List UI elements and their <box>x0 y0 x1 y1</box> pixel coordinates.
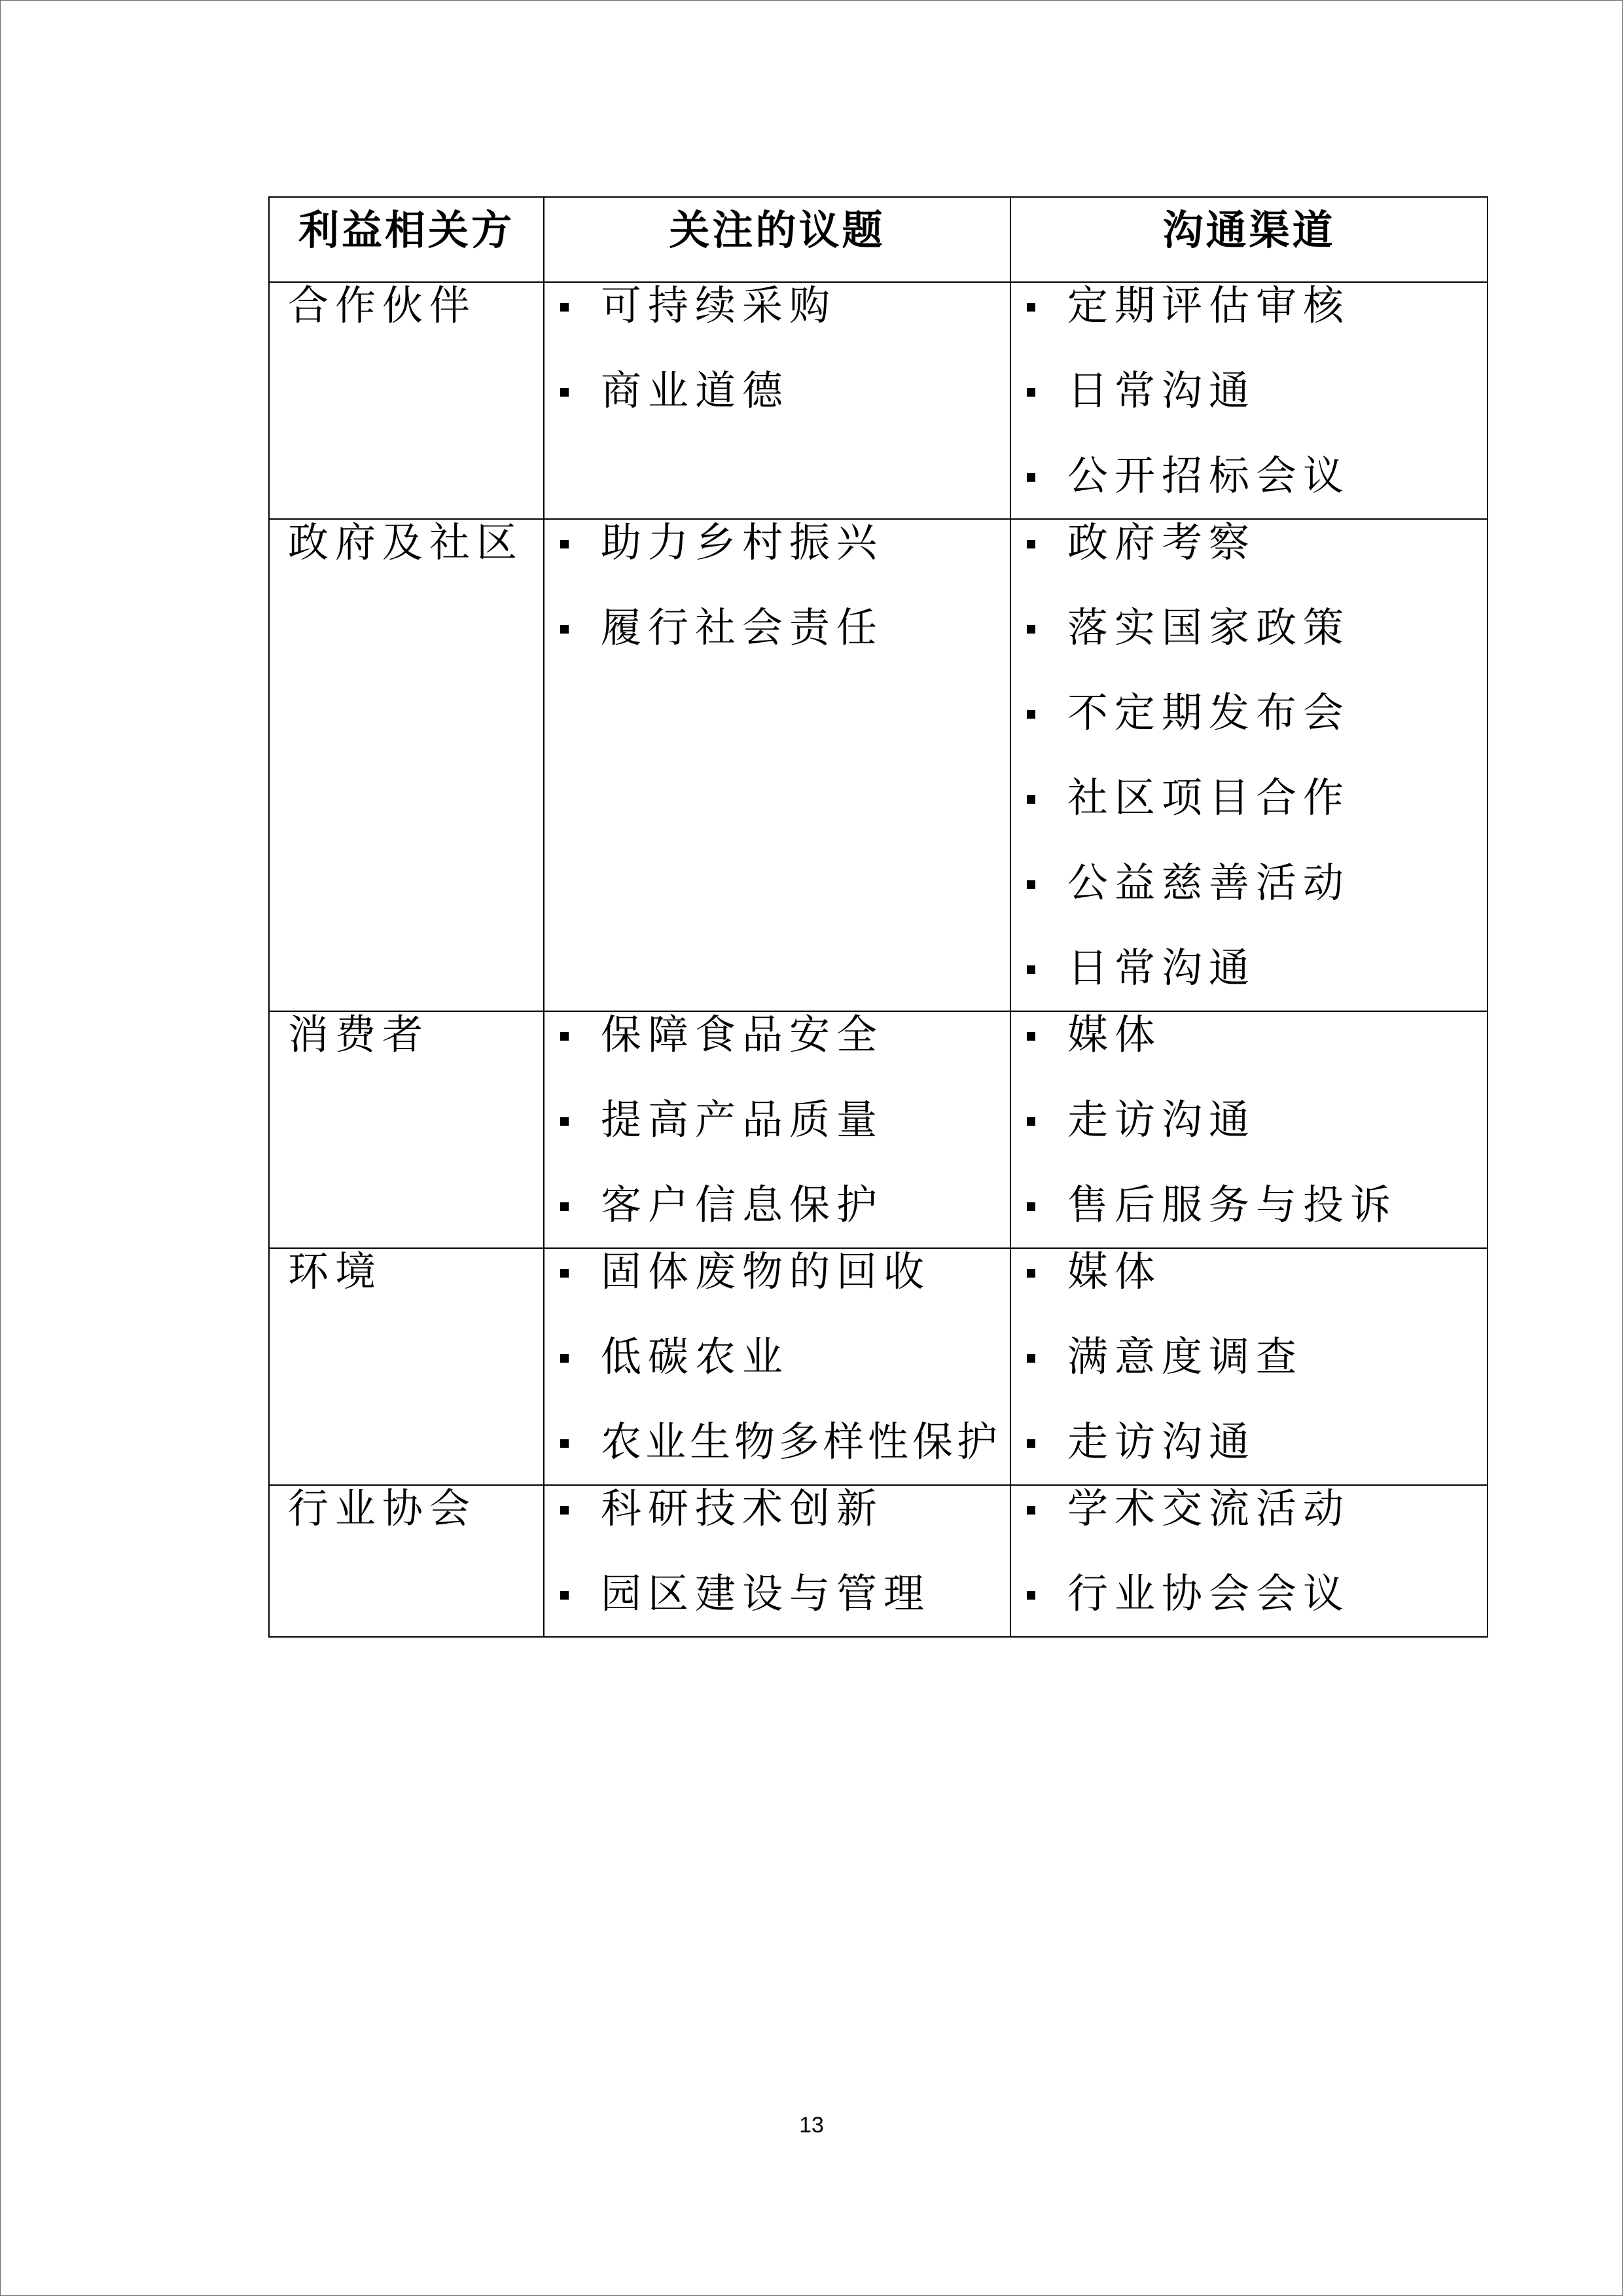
list-item: 固体废物的回收 <box>544 1249 1010 1295</box>
list-item: 园区建设与管理 <box>544 1571 1010 1617</box>
list-item: 售后服务与投诉 <box>1011 1182 1487 1228</box>
stakeholder-name: 合作伙伴 <box>288 281 477 329</box>
list-item: 满意度调查 <box>1011 1334 1487 1380</box>
topics-cell <box>544 1248 1010 1485</box>
list-item: 公益慈善活动 <box>1011 860 1487 906</box>
list-item: 不定期发布会 <box>1011 690 1487 736</box>
channels-cell <box>1010 1011 1488 1248</box>
list-item: 科研技术创新 <box>544 1486 1010 1532</box>
channels-list <box>1011 1486 1487 1617</box>
list-item: 落实国家政策 <box>1011 605 1487 651</box>
list-item: 走访沟通 <box>1011 1419 1487 1465</box>
list-item: 社区项目合作 <box>1011 775 1487 821</box>
list-item: 助力乡村振兴 <box>544 520 1010 565</box>
list-item: 政府考察 <box>1011 520 1487 565</box>
stakeholder-table <box>268 196 1488 1638</box>
list-item: 日常沟通 <box>1011 368 1487 414</box>
list-item: 学术交流活动 <box>1011 1486 1487 1532</box>
table-row <box>269 519 1488 1011</box>
channels-list <box>1011 520 1487 991</box>
topics-list <box>544 1486 1010 1617</box>
header-channels: 沟通渠道 <box>1010 197 1488 282</box>
stakeholder-name: 政府及社区 <box>288 518 524 566</box>
channels-cell <box>1010 1485 1488 1637</box>
table-row <box>269 1011 1488 1248</box>
channels-list <box>1011 283 1487 499</box>
stakeholder-name: 行业协会 <box>288 1484 477 1532</box>
channels-cell <box>1010 519 1488 1011</box>
channels-cell <box>1010 1248 1488 1485</box>
stakeholder-cell <box>269 1248 544 1485</box>
channels-list <box>1011 1012 1487 1228</box>
topics-cell <box>544 1011 1010 1248</box>
list-item: 农业生物多样性保护 <box>544 1419 1010 1465</box>
channels-cell <box>1010 282 1488 519</box>
topics-list <box>544 520 1010 651</box>
table-row <box>269 1485 1488 1637</box>
list-item: 提高产品质量 <box>544 1097 1010 1143</box>
table-row <box>269 1248 1488 1485</box>
list-item: 走访沟通 <box>1011 1097 1487 1143</box>
list-item: 低碳农业 <box>544 1334 1010 1380</box>
list-item: 客户信息保护 <box>544 1182 1010 1228</box>
list-item: 商业道德 <box>544 368 1010 414</box>
list-item: 保障食品安全 <box>544 1012 1010 1058</box>
page-number: 13 <box>799 2113 824 2138</box>
list-item: 定期评估审核 <box>1011 283 1487 329</box>
stakeholder-name: 环境 <box>288 1247 383 1295</box>
list-item: 媒体 <box>1011 1249 1487 1295</box>
header-topics: 关注的议题 <box>544 197 1010 282</box>
list-item: 履行社会责任 <box>544 605 1010 651</box>
stakeholder-cell <box>269 519 544 1011</box>
topics-cell <box>544 282 1010 519</box>
topics-list <box>544 1012 1010 1228</box>
list-item: 媒体 <box>1011 1012 1487 1058</box>
stakeholder-cell <box>269 1011 544 1248</box>
header-stakeholder: 利益相关方 <box>269 197 544 282</box>
topics-list <box>544 1249 1010 1465</box>
topics-cell <box>544 1485 1010 1637</box>
list-item: 公开招标会议 <box>1011 453 1487 499</box>
topics-cell <box>544 519 1010 1011</box>
channels-list <box>1011 1249 1487 1465</box>
stakeholder-cell <box>269 1485 544 1637</box>
list-item: 可持续采购 <box>544 283 1010 329</box>
topics-list <box>544 283 1010 414</box>
stakeholder-name: 消费者 <box>288 1011 430 1058</box>
stakeholder-cell <box>269 282 544 519</box>
list-item: 行业协会会议 <box>1011 1571 1487 1617</box>
table-header-row <box>269 197 1488 282</box>
table-row <box>269 282 1488 519</box>
list-item: 日常沟通 <box>1011 945 1487 991</box>
